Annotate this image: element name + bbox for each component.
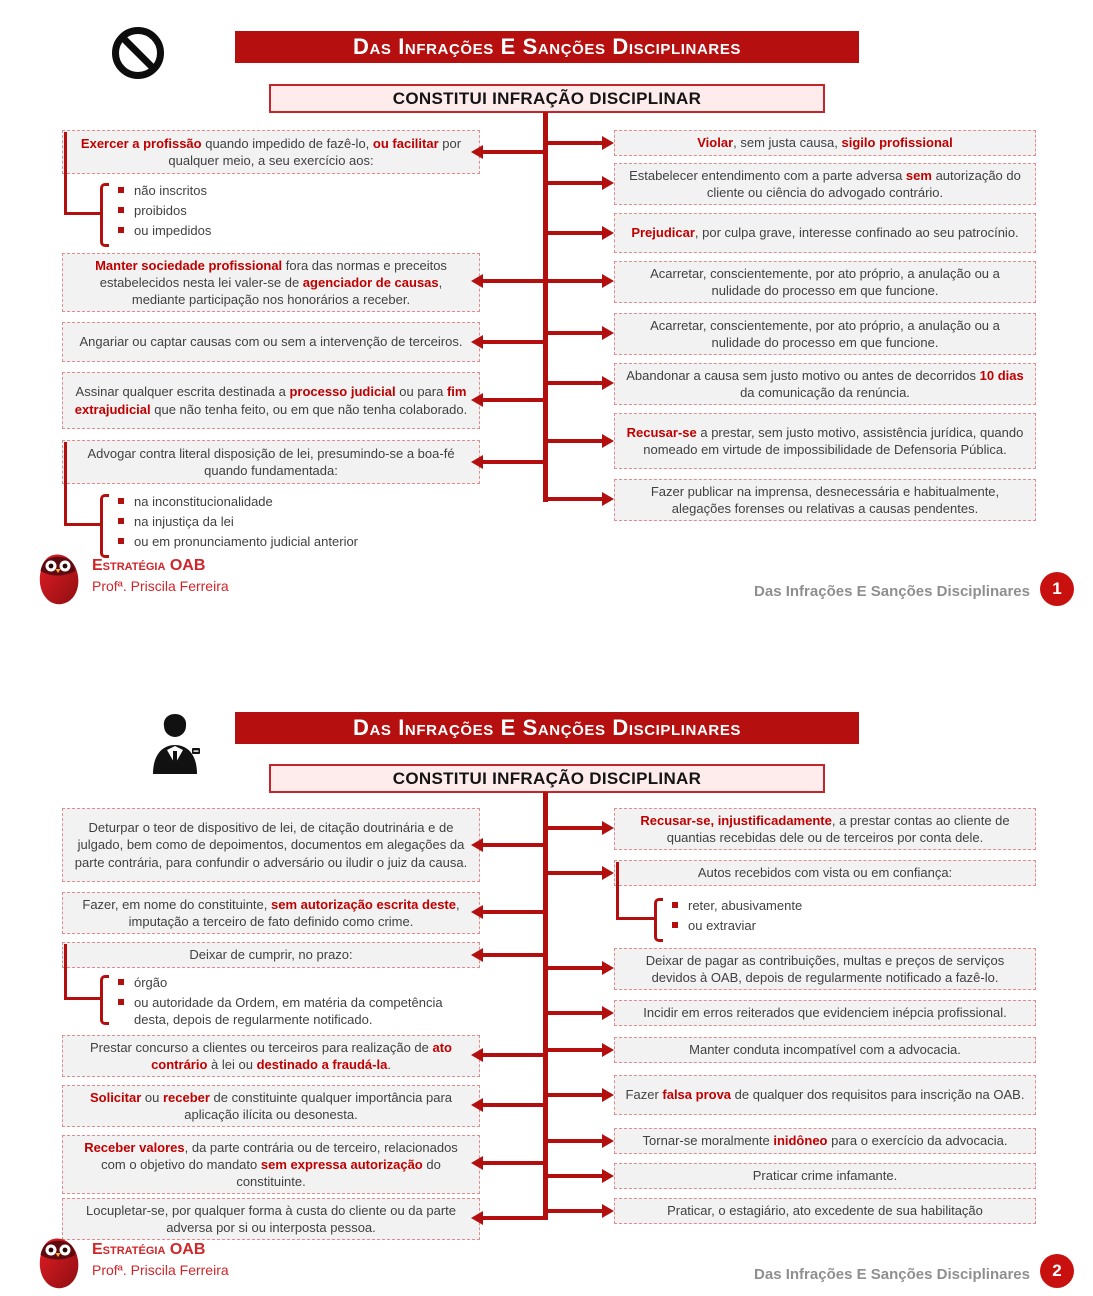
infraction-box <box>614 413 1036 469</box>
connector-spine <box>543 792 548 1220</box>
infraction-box <box>614 313 1036 355</box>
arrow-right-icon <box>548 1139 603 1143</box>
infraction-box <box>614 1037 1036 1063</box>
page-number-badge: 2 <box>1040 1254 1074 1288</box>
list-item: órgão <box>118 975 470 992</box>
list-item: na inconstitucionalidade <box>118 494 478 511</box>
connector-spine <box>543 112 548 502</box>
infraction-text: Solicitar ou receber de constituinte qualquer importância para aplicação ilícita ou desonesta. <box>89 1090 453 1123</box>
bullet-list <box>672 898 1002 935</box>
bullet-list <box>118 975 470 1029</box>
arrow-right-icon <box>548 497 603 501</box>
infraction-box <box>614 1163 1036 1189</box>
arrow-right-icon <box>548 181 603 185</box>
arrow-left-icon <box>482 1103 543 1107</box>
professor-name: Profª. Priscila Ferreira <box>92 1262 229 1278</box>
arrow-right-icon <box>548 1093 603 1097</box>
infraction-text: Praticar crime infamante. <box>752 1168 898 1184</box>
infraction-text: Incidir em erros reiterados que evidenciem inépcia profissional. <box>643 1005 1007 1021</box>
square-bullet-icon <box>672 902 678 908</box>
infraction-text: Manter conduta incompatível com a advocacia. <box>689 1042 961 1058</box>
infraction-text: Assinar qualquer escrita destinada a processo judicial ou para fim extrajudicial que não tenha feito, ou em que não tenha colaborado. <box>74 384 468 417</box>
arrow-right-icon <box>548 1174 603 1178</box>
arrow-right-icon <box>548 381 603 385</box>
infraction-box <box>614 213 1036 253</box>
bullet-list <box>118 183 458 240</box>
infraction-box <box>614 1128 1036 1154</box>
infraction-text: Acarretar, conscientemente, por ato próprio, a anulação ou a nulidade do processo em que funcione. <box>650 266 1000 299</box>
infraction-box <box>62 440 480 484</box>
brace-bracket <box>100 975 109 1025</box>
infraction-text: Recusar-se a prestar, sem justo motivo, assistência jurídica, quando nomeado em virtude de impossibilidade de Defensoria Pública. <box>626 424 1024 457</box>
section-header: CONSTITUI INFRAÇÃO DISCIPLINAR <box>269 764 825 793</box>
prohibition-icon <box>112 27 164 79</box>
list-item: reter, abusivamente <box>672 898 1002 915</box>
arrow-left-icon <box>482 1161 543 1165</box>
arrow-right-icon <box>548 1048 603 1052</box>
infraction-box <box>614 163 1036 205</box>
brand-name: Estratégia OAB <box>92 557 206 574</box>
arrow-left-icon <box>482 279 543 283</box>
infraction-text: Manter sociedade profissional fora das normas e preceitos estabelecidos nesta lei valer-se de agenciador de causas, mediante participação nos honorários a receber. <box>95 258 447 308</box>
infraction-text: Violar, sem justa causa, sigilo profissional <box>697 135 953 151</box>
arrow-right-icon <box>548 279 603 283</box>
arrow-left-icon <box>482 953 543 957</box>
square-bullet-icon <box>118 979 124 985</box>
arrow-left-icon <box>482 1053 543 1057</box>
infraction-text: Tornar-se moralmente inidôneo para o exercício da advocacia. <box>642 1133 1008 1149</box>
brace-bracket <box>100 183 109 247</box>
infraction-box <box>614 808 1036 850</box>
infraction-text: Praticar, o estagiário, ato excedente de sua habilitação <box>667 1203 983 1219</box>
infraction-box <box>62 942 480 968</box>
square-bullet-icon <box>118 207 124 213</box>
infraction-text: Deturpar o teor de dispositivo de lei, de citação doutrinária e de julgado, bem como de depoimentos, documentos em alegações da parte contrária, para confundir o adversário ou iludir o juiz da causa. <box>74 820 468 870</box>
square-bullet-icon <box>672 922 678 928</box>
list-item: ou impedidos <box>118 223 458 240</box>
arrow-right-icon <box>548 871 603 875</box>
infraction-text: Receber valores, da parte contrária ou de terceiro, relacionados com o objetivo do mandato sem expressa autorização do constituinte. <box>84 1140 458 1190</box>
page-title-banner: Das Infrações E Sanções Disciplinares <box>235 712 859 744</box>
arrow-right-icon <box>548 331 603 335</box>
estrategia-owl-logo <box>34 554 82 606</box>
brace-bracket <box>100 494 109 558</box>
list-item: ou em pronunciamento judicial anterior <box>118 534 478 551</box>
footer-chapter-title: Das Infrações E Sanções Disciplinares <box>754 1266 1030 1283</box>
arrow-right-icon <box>548 966 603 970</box>
infraction-text: Fazer, em nome do constituinte, sem autorização escrita deste, imputação a terceiro de fato definido como crime. <box>82 897 460 930</box>
infraction-text: Locupletar-se, por qualquer forma à custa do cliente ou da parte adversa por si ou interposta pessoa. <box>85 1203 456 1236</box>
square-bullet-icon <box>118 187 124 193</box>
page-number-badge: 1 <box>1040 572 1074 606</box>
list-item: não inscritos <box>118 183 458 200</box>
infraction-box <box>62 372 480 429</box>
arrow-right-icon <box>548 231 603 235</box>
infraction-text: Deixar de cumprir, no prazo: <box>189 947 353 963</box>
arrow-right-icon <box>548 439 603 443</box>
infraction-box <box>614 261 1036 303</box>
infraction-box <box>614 1000 1036 1026</box>
list-item: ou extraviar <box>672 918 1002 935</box>
square-bullet-icon <box>118 999 124 1005</box>
lawyer-icon <box>148 712 202 774</box>
infraction-box <box>62 1035 480 1077</box>
arrow-left-icon <box>482 460 543 464</box>
infraction-text: Autos recebidos com vista ou em confiança: <box>697 865 953 881</box>
square-bullet-icon <box>118 518 124 524</box>
section-header: CONSTITUI INFRAÇÃO DISCIPLINAR <box>269 84 825 113</box>
infraction-text: Prejudicar, por culpa grave, interesse confinado ao seu patrocínio. <box>631 225 1019 241</box>
infraction-box <box>614 1198 1036 1224</box>
bullet-list <box>118 494 478 551</box>
infraction-text: Fazer falsa prova de qualquer dos requisitos para inscrição na OAB. <box>625 1087 1025 1103</box>
square-bullet-icon <box>118 538 124 544</box>
arrow-left-icon <box>482 910 543 914</box>
infraction-box <box>614 948 1036 990</box>
arrow-left-icon <box>482 1216 543 1220</box>
infraction-text: Recusar-se, injustificadamente, a prestar contas ao cliente de quantias recebidas dele ou de terceiros por conta dele. <box>640 813 1010 846</box>
brace-bracket <box>654 898 663 942</box>
professor-name: Profª. Priscila Ferreira <box>92 578 229 594</box>
arrow-right-icon <box>548 1011 603 1015</box>
connector-line <box>64 442 100 526</box>
square-bullet-icon <box>118 498 124 504</box>
connector-line <box>64 944 100 1000</box>
infraction-text: Deixar de pagar as contribuições, multas e preços de serviços devidos à OAB, depois de regularmente notificado a fazê-lo. <box>645 953 1005 986</box>
infraction-box <box>62 808 480 882</box>
infraction-box <box>614 130 1036 156</box>
arrow-left-icon <box>482 340 543 344</box>
infraction-box <box>614 860 1036 886</box>
infraction-text: Angariar ou captar causas com ou sem a intervenção de terceiros. <box>79 334 463 350</box>
infraction-text: Abandonar a causa sem justo motivo ou antes de decorridos 10 dias da comunicação da renúncia. <box>626 368 1024 401</box>
infraction-box <box>62 1135 480 1194</box>
infraction-text: Prestar concurso a clientes ou terceiros para realização de ato contrário à lei ou destinado a fraudá-la. <box>89 1040 452 1073</box>
infraction-text: Estabelecer entendimento com a parte adversa sem autorização do cliente ou ciência do advogado contrário. <box>629 168 1021 201</box>
connector-line <box>616 862 654 920</box>
connector-line <box>64 132 100 215</box>
list-item: proibidos <box>118 203 458 220</box>
infraction-text: Exercer a profissão quando impedido de fazê-lo, ou facilitar por qualquer meio, a seu exercício aos: <box>80 135 462 168</box>
infraction-box <box>62 1198 480 1240</box>
arrow-right-icon <box>548 826 603 830</box>
infraction-box <box>62 322 480 362</box>
list-item: ou autoridade da Ordem, em matéria da competência desta, depois de regularmente notificado. <box>118 995 470 1029</box>
infraction-text: Advogar contra literal disposição de lei, presumindo-se a boa-fé quando fundamentada: <box>87 445 455 478</box>
infraction-box <box>614 363 1036 405</box>
infraction-text: Acarretar, conscientemente, por ato próprio, a anulação ou a nulidade do processo em que funcione. <box>650 318 1000 351</box>
estrategia-owl-logo <box>34 1238 82 1290</box>
page-title-banner: Das Infrações E Sanções Disciplinares <box>235 31 859 63</box>
list-item: na injustiça da lei <box>118 514 478 531</box>
brand-name: Estratégia OAB <box>92 1241 206 1258</box>
arrow-right-icon <box>548 1209 603 1213</box>
infraction-box <box>62 130 480 174</box>
arrow-left-icon <box>482 843 543 847</box>
footer-chapter-title: Das Infrações E Sanções Disciplinares <box>754 583 1030 600</box>
arrow-left-icon <box>482 150 543 154</box>
infraction-text: Fazer publicar na imprensa, desnecessária e habitualmente, alegações forenses ou relativas a causas pendentes. <box>650 484 1000 517</box>
infraction-box <box>62 892 480 934</box>
infraction-box <box>614 479 1036 521</box>
arrow-right-icon <box>548 141 603 145</box>
arrow-left-icon <box>482 398 543 402</box>
square-bullet-icon <box>118 227 124 233</box>
infraction-box <box>614 1075 1036 1115</box>
infraction-box <box>62 253 480 312</box>
infraction-box <box>62 1085 480 1127</box>
